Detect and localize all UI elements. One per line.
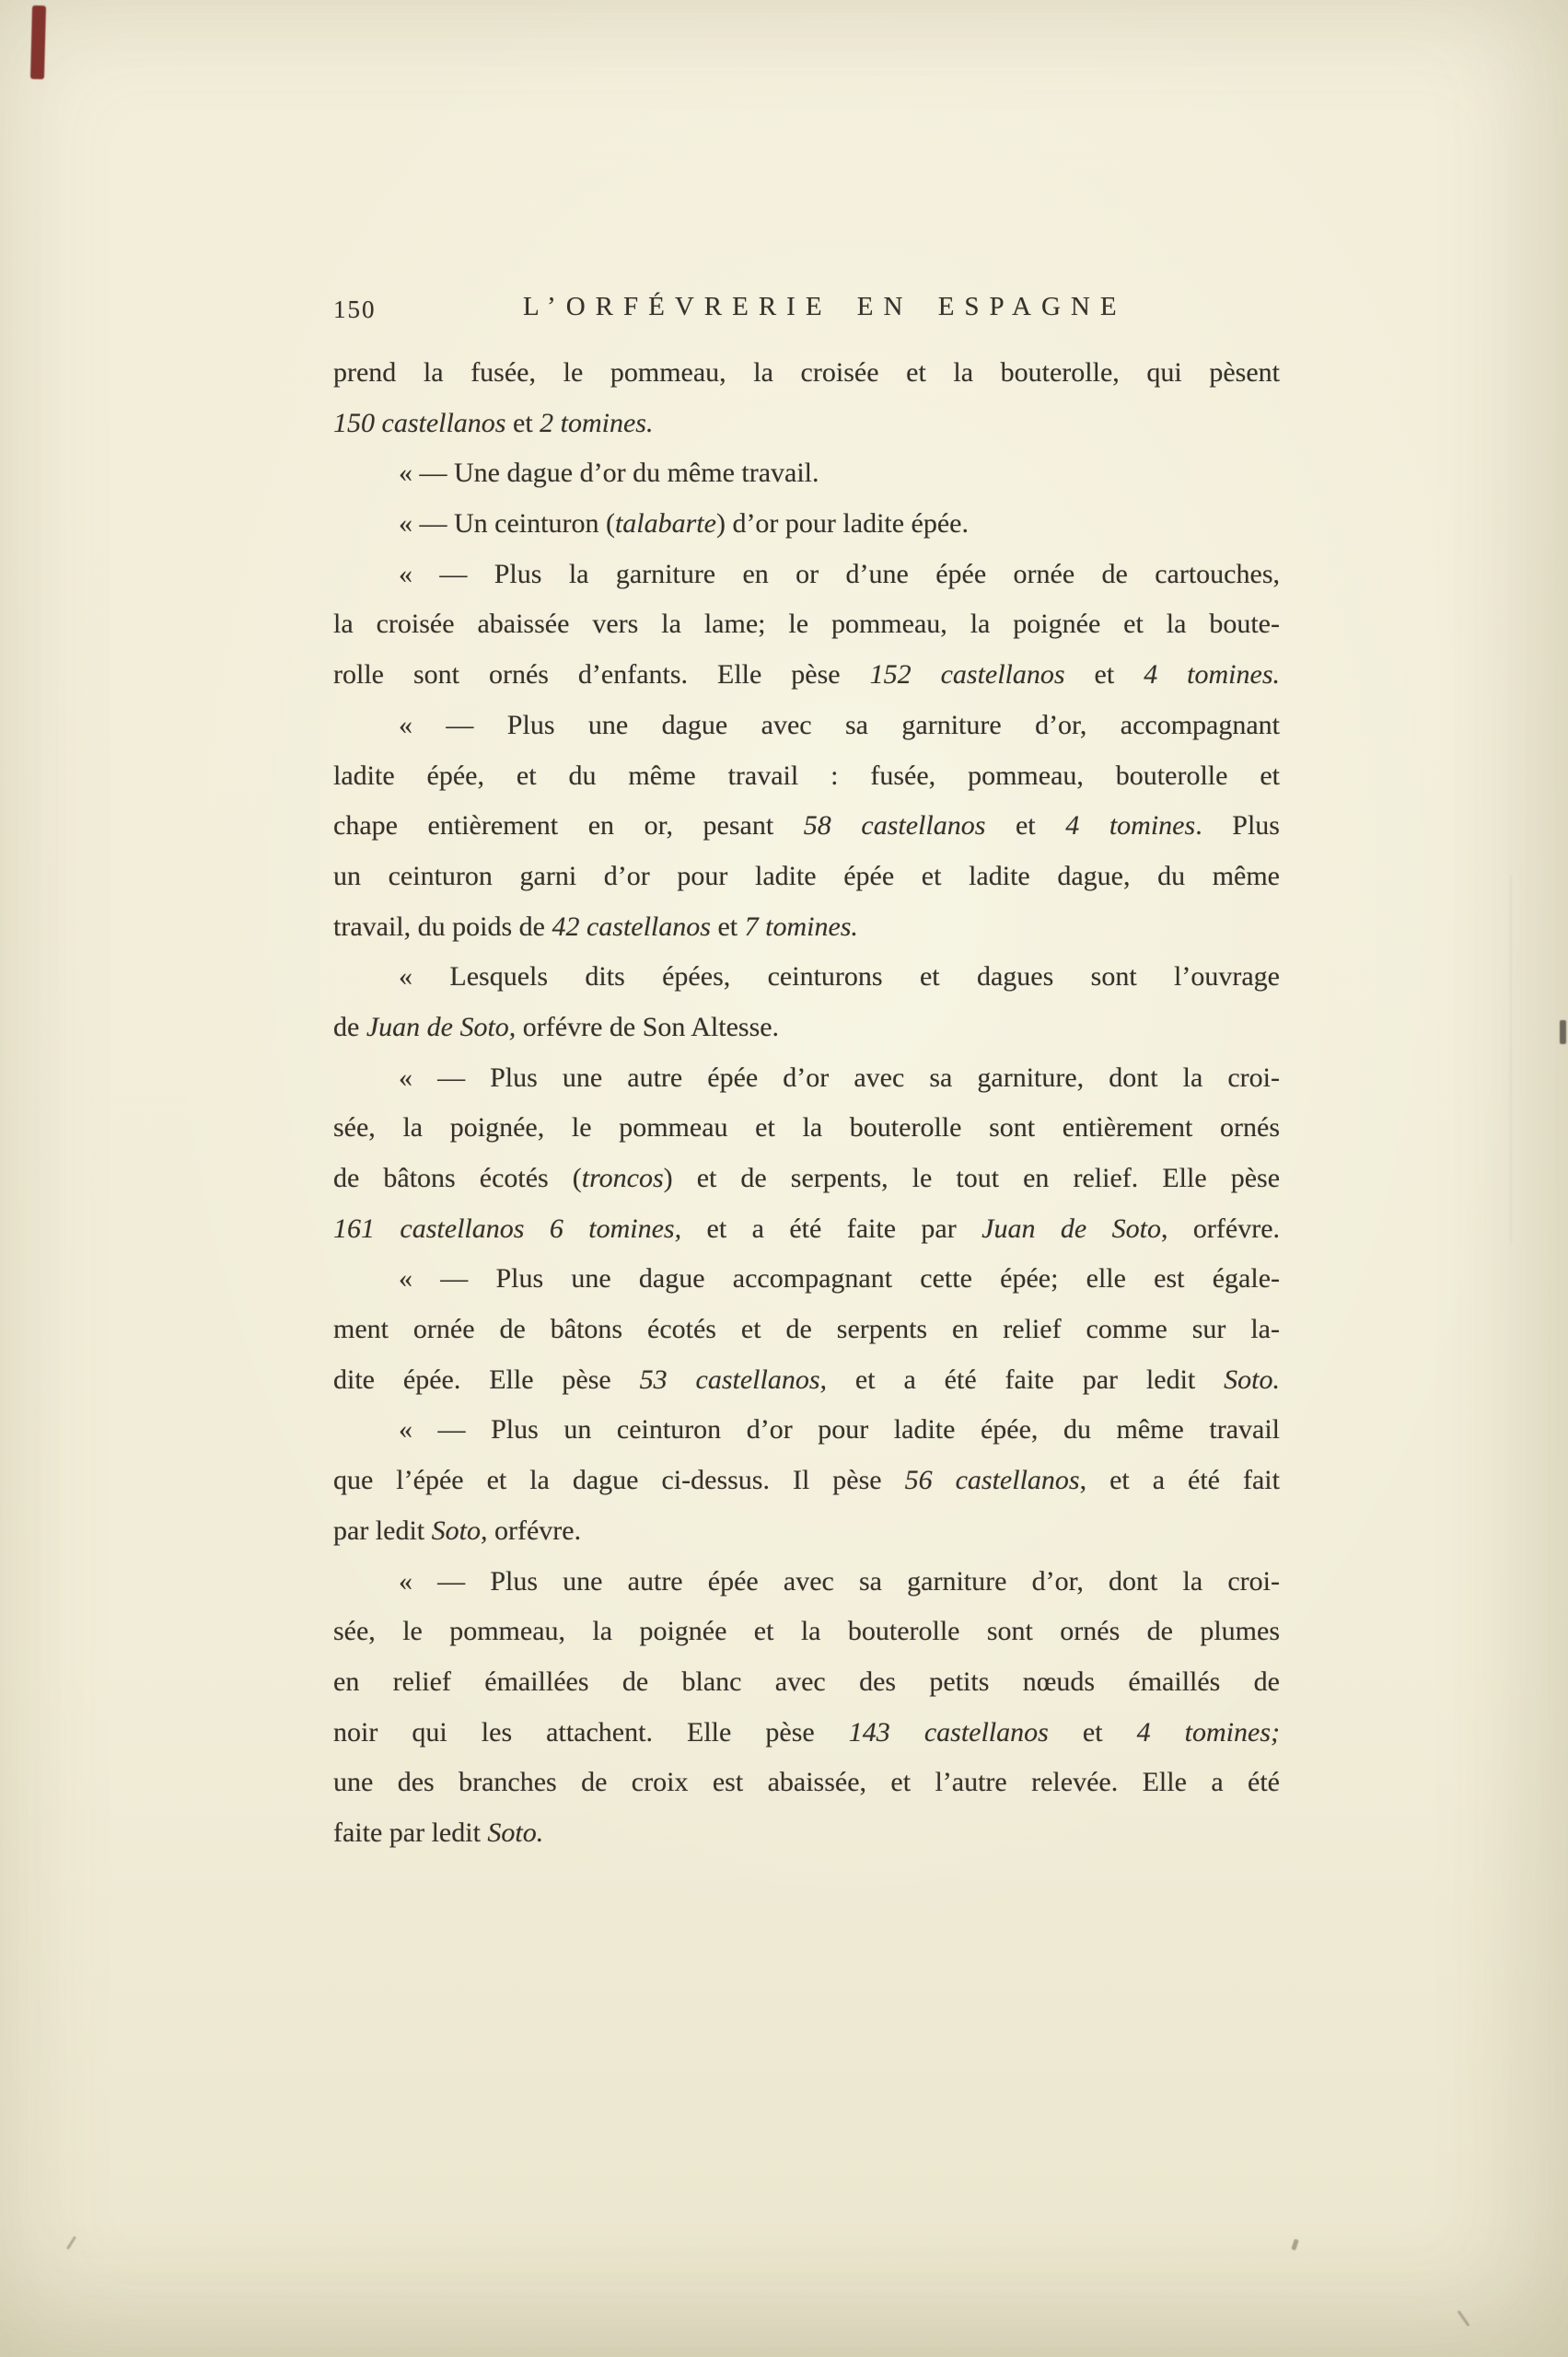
running-title: L’ORFÉVRERIE EN ESPAGNE [523,292,1127,321]
text-segment: travail, du poids de [333,911,552,942]
italic-text-segment: 56 castellanos [904,1465,1080,1496]
italic-text-segment: 4 tomines [1065,810,1196,842]
italic-text-segment: 53 castellanos, [639,1364,828,1395]
scan-artifact [66,2235,76,2249]
text-segment: sée, le pommeau, la poignée et la bouterolle sont ornés de plumes [333,1616,1280,1647]
text-segment: et [505,407,540,438]
text-line [333,348,1280,399]
text-segment: , et a été fait [1079,1465,1280,1496]
italic-text-segment: Juan de Soto, [366,1011,517,1042]
text-line [333,1506,1280,1557]
text-line [333,1758,1280,1808]
text-line [333,399,1280,449]
text-segment: la croisée abaissée vers la lame; le pommeau, la poignée et la boute- [333,609,1280,640]
text-line [333,1154,1280,1204]
italic-text-segment: 161 castellanos 6 tomines, [333,1213,682,1244]
text-segment: . Plus [1195,810,1280,842]
text-line [333,1456,1280,1506]
text-segment: un ceinturon garni d’or pour ladite épée et ladite dague, du même [333,860,1280,891]
text-segment: et [710,911,745,942]
text-line [333,1204,1280,1255]
italic-text-segment: Soto, [431,1515,488,1546]
scan-artifact [1560,1020,1566,1044]
paper-crease [1510,875,1512,1243]
text-segment: ) et de serpents, le tout en relief. Elle pèse [663,1163,1280,1193]
text-line [333,1254,1280,1305]
text-segment: « — Plus une dague accompagnant cette épée; elle est égale- [399,1263,1280,1295]
italic-text-segment: 4 tomines; [1136,1716,1280,1747]
binding-edge-mark [30,6,46,79]
text-line [333,1607,1280,1657]
text-line [333,1557,1280,1608]
text-line [333,1657,1280,1708]
text-segment: ladite épée, et du même travail : fusée, pommeau, bouterolle et [333,760,1280,791]
text-segment: orfévre. [487,1515,582,1546]
text-line [333,952,1280,1003]
text-line [333,1103,1280,1154]
text-line [333,599,1280,650]
text-segment: et [985,810,1066,842]
text-segment: et a été faite par [681,1213,982,1244]
text-segment: ) d’or pour ladite épée. [715,508,969,540]
italic-text-segment: Juan de Soto [981,1213,1161,1244]
text-line [333,701,1280,751]
text-segment: faite par ledit [333,1817,488,1848]
text-line [333,1808,1280,1859]
italic-text-segment: 7 tomines. [744,911,858,942]
text-segment: « — Plus une dague avec sa garniture d’or, accompagnant [399,709,1280,740]
text-block [333,348,1280,1859]
text-segment: par ledit [333,1515,432,1546]
text-line [333,1405,1280,1456]
italic-text-segment: Soto. [487,1817,544,1848]
text-segment: « — Une dague d’or du même travail. [399,458,819,489]
text-segment: et a été faite par ledit [827,1364,1225,1395]
text-segment: orfévre de Son Altesse. [516,1011,780,1042]
text-line [333,448,1280,499]
text-segment: « — Un ceinturon ( [399,508,615,540]
italic-text-segment: 152 castellanos [869,659,1065,691]
text-segment: sée, la poignée, le pommeau et la bouterolle sont entièrement ornés [333,1112,1280,1144]
text-segment: de [333,1011,366,1042]
text-segment: « — Plus une autre épée avec sa garniture d’or, dont la croi- [399,1565,1280,1596]
text-segment: noir qui les attachent. Elle pèse [333,1716,849,1747]
scan-artifact [1291,2239,1298,2251]
text-segment: dite épée. Elle pèse [333,1364,640,1395]
italic-text-segment: 58 castellanos [803,810,986,842]
text-line [333,1053,1280,1104]
text-line [333,499,1280,550]
text-line [333,1305,1280,1355]
text-line [333,751,1280,802]
text-segment: de bâtons écotés ( [333,1163,582,1193]
italic-text-segment: Soto. [1224,1364,1280,1395]
scan-artifact [1458,2310,1470,2327]
page-number: 150 [333,296,377,323]
text-segment: « Lesquels dits épées, ceinturons et dagues sont l’ouvrage [399,961,1280,993]
italic-text-segment: 143 castellanos [848,1716,1049,1747]
text-segment: et [1048,1716,1137,1747]
text-segment: et [1064,659,1144,691]
text-segment: « — Plus une autre épée d’or avec sa garniture, dont la croi- [399,1062,1280,1093]
text-line [333,650,1280,701]
italic-text-segment: 150 castellanos [333,407,506,438]
text-line [333,1003,1280,1053]
italic-text-segment: troncos [581,1163,664,1193]
text-segment: ment ornée de bâtons écotés et de serpents en relief comme sur la- [333,1314,1280,1345]
text-line [333,852,1280,902]
italic-text-segment: 2 tomines. [540,407,654,438]
text-segment: prend la fusée, le pommeau, la croisée et la bouterolle, qui pèsent [333,357,1280,388]
text-segment: que l’épée et la dague ci-dessus. Il pèse [333,1465,905,1496]
text-segment: , orfévre. [1160,1213,1280,1244]
text-line [333,801,1280,852]
text-line [333,902,1280,953]
text-segment: « — Plus un ceinturon d’or pour ladite épée, du même travail [399,1414,1280,1446]
text-line [333,1355,1280,1406]
text-line [333,1708,1280,1759]
text-segment: rolle sont ornés d’enfants. Elle pèse [333,659,870,691]
italic-text-segment: talabarte [614,508,716,540]
text-segment: « — Plus la garniture en or d’une épée ornée de cartouches, [399,558,1280,589]
text-segment: chape entièrement en or, pesant [333,810,804,842]
text-segment: en relief émaillées de blanc avec des petits nœuds émaillés de [333,1666,1280,1697]
text-line [333,550,1280,600]
text-segment: une des branches de croix est abaissée, et l’autre relevée. Elle a été [333,1767,1280,1798]
italic-text-segment: 4 tomines. [1144,659,1280,691]
italic-text-segment: 42 castellanos [552,911,711,942]
